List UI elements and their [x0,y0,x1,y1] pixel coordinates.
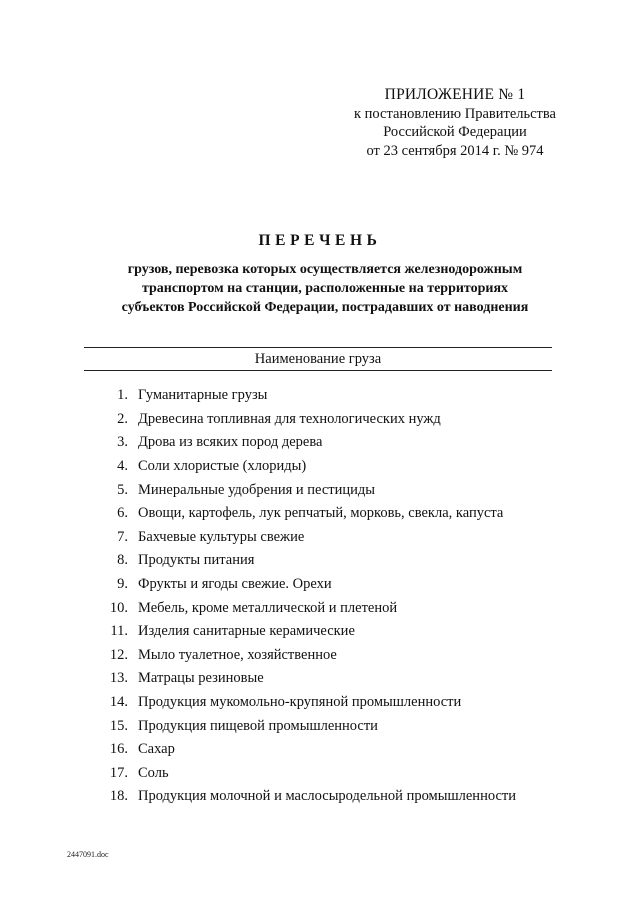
document-title: ПЕРЕЧЕНЬ [258,232,382,249]
item-name: Мебель, кроме металлической и плетеной [138,599,398,616]
list-item [84,455,564,479]
item-number: 6. [117,505,128,522]
item-name: Овощи, картофель, лук репчатый, морковь, свекла, капуста [138,505,504,522]
item-name: Продукты питания [138,552,255,569]
list-item [84,644,564,668]
item-name: Соль [138,764,169,781]
item-name: Сахар [138,741,175,758]
appendix-line-date-number: от 23 сентября 2014 г. № 974 [366,142,544,159]
item-number: 17. [109,764,128,781]
item-name: Изделия санитарные керамические [138,623,355,640]
list-item [84,431,564,455]
item-number: 8. [117,552,128,569]
list-item [84,620,564,644]
item-name: Соли хлористые (хлориды) [138,458,307,475]
item-number: 2. [117,410,128,427]
item-number: 12. [109,646,128,663]
list-item [84,549,564,573]
item-number: 4. [117,458,128,475]
list-item [84,691,564,715]
list-item [84,762,564,786]
item-number: 3. [117,434,128,451]
item-number: 16. [109,741,128,758]
item-number: 7. [117,528,128,545]
footer-file-name: 2447091.doc [67,850,109,859]
item-number: 13. [109,670,128,687]
list-item [84,785,564,809]
item-name: Фрукты и ягоды свежие. Орехи [138,576,332,593]
item-name: Бахчевые культуры свежие [138,528,305,545]
appendix-line-federation: Российской Федерации [383,124,527,140]
item-name: Продукция молочной и маслосыродельной промышленности [138,788,516,805]
item-number: 10. [109,599,128,616]
appendix-line-resolution: к постановлению Правительства [354,105,556,122]
appendix-block [330,86,580,160]
item-name: Продукция пищевой промышленности [138,717,378,734]
list-item [84,502,564,526]
list-item [84,667,564,691]
item-name: Матрацы резиновые [138,670,264,687]
list-item [84,526,564,550]
item-name: Дрова из всяких пород дерева [138,434,323,451]
list-item [84,714,564,738]
list-item [84,738,564,762]
item-number: 15. [109,717,128,734]
list-item [84,478,564,502]
subtitle-line-1: грузов, перевозка которых осуществляется железнодорожным [127,262,523,277]
list-item [84,573,564,597]
document-subtitle [70,260,580,317]
item-name: Гуманитарные грузы [138,387,268,404]
subtitle-line-2: транспортом на станции, расположенные на территориях [141,281,509,296]
item-number: 18. [109,788,128,805]
list-item [84,596,564,620]
item-number: 1. [117,387,128,404]
item-number: 9. [117,576,128,593]
list-item [84,408,564,432]
item-number: 14. [109,694,128,711]
item-name: Продукция мукомольно-крупяной промышленности [138,694,462,711]
item-name: Минеральные удобрения и пестициды [138,481,376,498]
subtitle-line-3: субъектов Российской Федерации, пострадавших от наводнения [121,300,529,315]
item-number: 11. [110,623,128,640]
cargo-list [84,384,564,809]
appendix-title: ПРИЛОЖЕНИЕ № 1 [384,86,526,103]
item-name: Мыло туалетное, хозяйственное [138,646,337,663]
item-number: 5. [117,481,128,498]
column-header: Наименование груза [84,347,552,371]
item-name: Древесина топливная для технологических нужд [138,410,441,427]
list-item [84,384,564,408]
